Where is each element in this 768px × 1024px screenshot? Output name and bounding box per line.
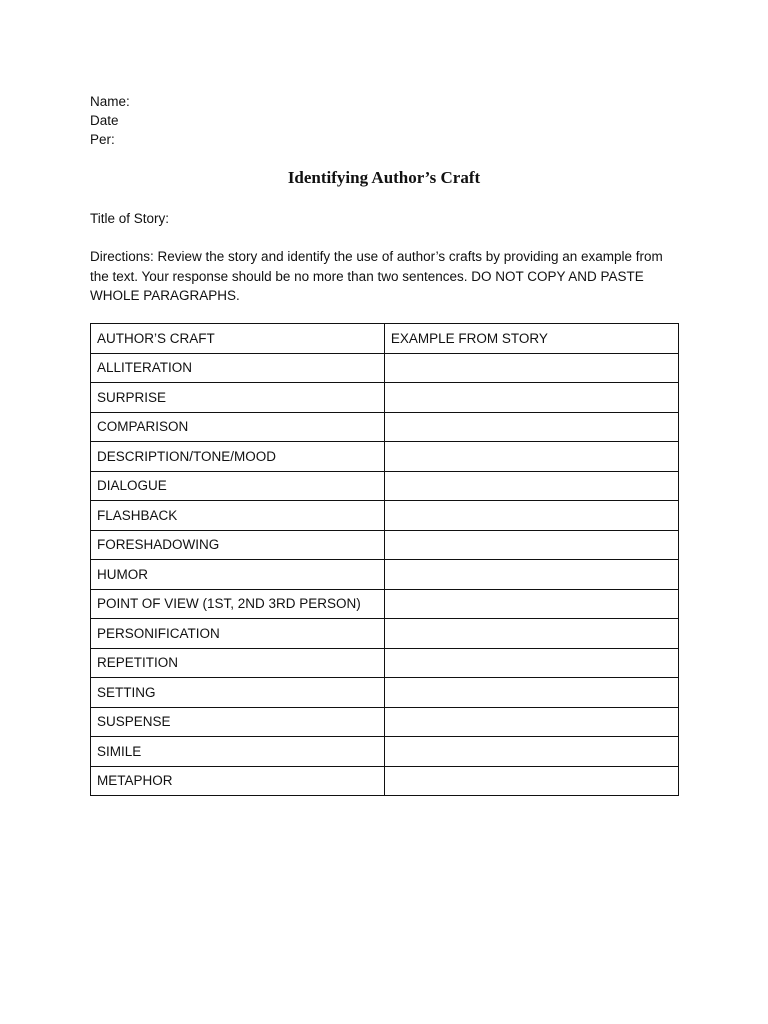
table-row (91, 707, 679, 737)
column-header-example: EXAMPLE FROM STORY (384, 324, 678, 354)
table-row (91, 471, 679, 501)
student-info-block (90, 92, 130, 149)
story-title-label: Title of Story: (90, 211, 170, 226)
table-row (91, 737, 679, 767)
example-cell[interactable] (384, 766, 678, 796)
name-label: Name: (90, 94, 130, 109)
craft-cell: PERSONIFICATION (91, 619, 385, 649)
table-row (91, 530, 679, 560)
period-label: Per: (90, 132, 115, 147)
example-cell[interactable] (384, 412, 678, 442)
table-row (91, 560, 679, 590)
example-cell[interactable] (384, 737, 678, 767)
craft-cell: REPETITION (91, 648, 385, 678)
craft-cell: POINT OF VIEW (1ST, 2ND 3RD PERSON) (91, 589, 385, 619)
craft-cell: SETTING (91, 678, 385, 708)
example-cell[interactable] (384, 530, 678, 560)
example-cell[interactable] (384, 619, 678, 649)
directions-text: Directions: Review the story and identify the use of author’s crafts by providing an example from the text. Your response should be no more than two sentences. DO NOT COPY AND PASTE WHOLE PARAGRAPHS. (90, 249, 663, 303)
table-header-row (91, 324, 679, 354)
table-row (91, 589, 679, 619)
craft-cell: SIMILE (91, 737, 385, 767)
example-cell[interactable] (384, 353, 678, 383)
craft-cell: SURPRISE (91, 383, 385, 413)
table-row (91, 383, 679, 413)
example-cell[interactable] (384, 589, 678, 619)
example-cell[interactable] (384, 648, 678, 678)
example-cell[interactable] (384, 560, 678, 590)
table-row (91, 501, 679, 531)
craft-cell: FORESHADOWING (91, 530, 385, 560)
date-label: Date (90, 113, 119, 128)
authors-craft-table (90, 323, 679, 796)
craft-cell: HUMOR (91, 560, 385, 590)
craft-cell: SUSPENSE (91, 707, 385, 737)
example-cell[interactable] (384, 383, 678, 413)
table-row (91, 353, 679, 383)
column-header-craft: AUTHOR’S CRAFT (91, 324, 385, 354)
page-title: Identifying Author’s Craft (287, 168, 481, 187)
table-row (91, 766, 679, 796)
craft-cell: DIALOGUE (91, 471, 385, 501)
table-row (91, 648, 679, 678)
craft-cell: DESCRIPTION/TONE/MOOD (91, 442, 385, 472)
example-cell[interactable] (384, 501, 678, 531)
table-row (91, 412, 679, 442)
table-row (91, 442, 679, 472)
example-cell[interactable] (384, 678, 678, 708)
craft-cell: FLASHBACK (91, 501, 385, 531)
example-cell[interactable] (384, 707, 678, 737)
craft-cell: COMPARISON (91, 412, 385, 442)
table-row (91, 619, 679, 649)
craft-cell: ALLITERATION (91, 353, 385, 383)
craft-cell: METAPHOR (91, 766, 385, 796)
table-row (91, 678, 679, 708)
example-cell[interactable] (384, 442, 678, 472)
example-cell[interactable] (384, 471, 678, 501)
